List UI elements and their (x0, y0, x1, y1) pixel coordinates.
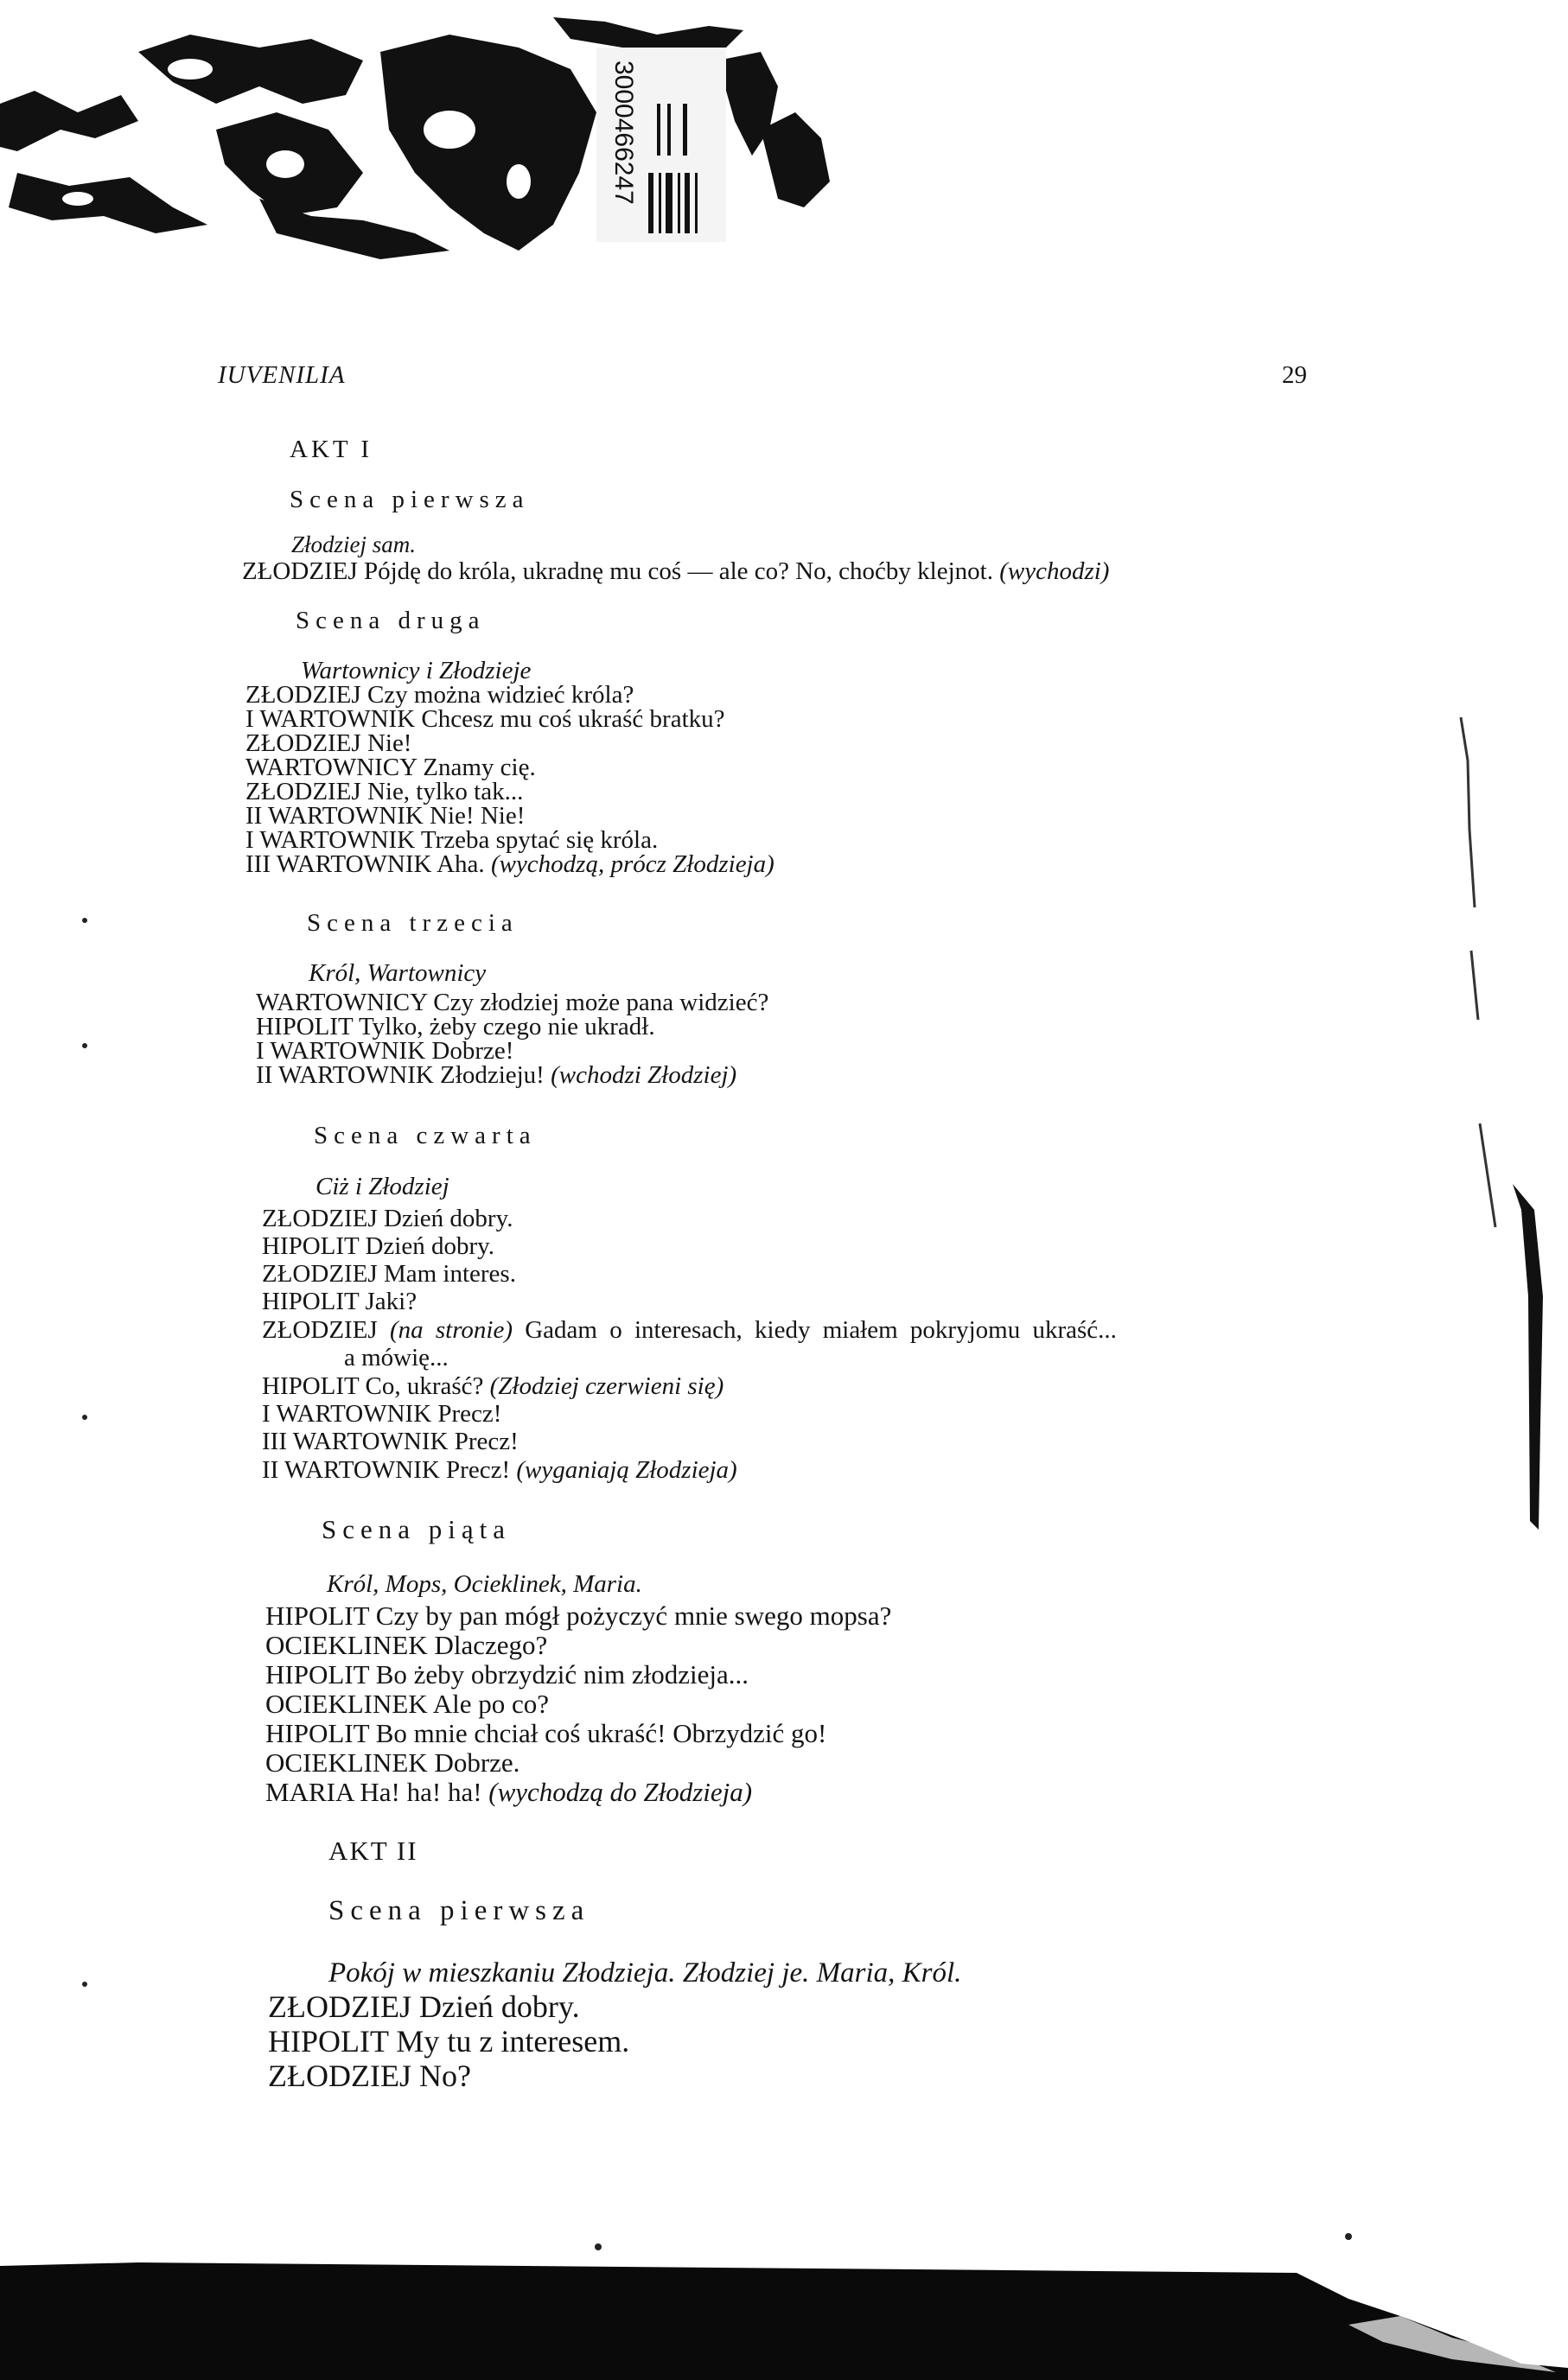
line-text: Złodzieju! (440, 1061, 545, 1089)
line-text: Nie! Nie! (430, 802, 526, 830)
bottom-scan-border (0, 2256, 1568, 2380)
stage-direction: Król, Mops, Ocieklinek, Maria. (327, 1570, 642, 1598)
line-text: Gadam o interesach, kiedy miałem pokryjomu ukraść... (525, 1316, 1117, 1344)
stage-direction: (wchodzi Złodziej) (551, 1061, 737, 1089)
line-text: Dzień dobry. (418, 1989, 580, 2024)
speaker-name: I WARTOWNIK (245, 826, 416, 854)
line-text: Dzień dobry. (383, 1205, 513, 1232)
scene-heading: Scena czwarta (314, 1122, 537, 1149)
dialogue-line (268, 2025, 629, 2059)
speaker-name: OCIEKLINEK (265, 1747, 428, 1778)
dialogue-line (262, 1261, 516, 1289)
dialogue-line (265, 1660, 749, 1690)
line-text: Ha! ha! ha! (360, 1777, 482, 1807)
dialogue-line (268, 2059, 471, 2094)
barcode-number: 3000466247 (609, 60, 638, 205)
speaker-name: ZŁODZIEJ (262, 1316, 378, 1344)
scene-heading: Scena druga (296, 607, 486, 634)
speaker-name: ZŁODZIEJ (245, 681, 361, 709)
line-text: Mam interes. (383, 1260, 516, 1288)
dialogue-line (262, 1401, 501, 1429)
line-text: Chcesz mu coś ukraść bratku? (421, 705, 725, 733)
dialogue-line (265, 1748, 519, 1778)
speaker-name: II WARTOWNIK (256, 1061, 434, 1089)
line-text: Trzeba spytać się króla. (420, 826, 659, 854)
line-text: Co, ukraść? (365, 1372, 484, 1400)
dialogue-line (265, 1690, 549, 1719)
speaker-name: ZŁODZIEJ (245, 778, 361, 805)
dialogue-line (262, 1206, 513, 1233)
speaker-name: II WARTOWNIK (245, 802, 424, 830)
stage-direction: Król, Wartownicy (309, 959, 487, 987)
line-text: Dobrze. (434, 1747, 520, 1778)
stage-direction: (wychodzą, prócz Złodzieja) (490, 850, 774, 878)
running-title: IUVENILIA (218, 361, 346, 389)
line-text: Dlaczego? (434, 1630, 548, 1660)
line-text: No? (418, 2059, 471, 2093)
speaker-name: ZŁODZIEJ (262, 1205, 378, 1232)
line-text: Czy by pan mógł pożyczyć mnie swego mopsa? (375, 1600, 892, 1631)
speaker-name: ZŁODZIEJ (262, 1260, 378, 1288)
speaker-name: OCIEKLINEK (265, 1630, 428, 1660)
speaker-name: ZŁODZIEJ (242, 557, 358, 585)
speaker-name: OCIEKLINEK (265, 1689, 428, 1719)
stage-direction: (wychodzi) (999, 557, 1110, 585)
stage-direction: (wychodzą do Złodzieja) (488, 1777, 753, 1807)
act-heading: AKT I (290, 436, 373, 463)
speaker-name: I WARTOWNIK (262, 1400, 432, 1428)
stage-direction: (Złodziej czerwieni się) (489, 1372, 724, 1400)
stage-direction: Pokój w mieszkaniu Złodzieja. Złodziej je. Maria, Król. (328, 1957, 962, 1989)
line-text: Czy można widzieć króla? (367, 681, 634, 709)
act-heading: AKT II (328, 1836, 418, 1866)
dialogue-line (262, 1373, 723, 1401)
dialogue-line (268, 1990, 580, 2025)
dialogue-line: a mówię... (344, 1344, 449, 1371)
scene-heading: Scena piąta (322, 1514, 512, 1544)
line-text: Nie! (367, 729, 412, 757)
dialogue-line (265, 1631, 547, 1660)
speaker-name: MARIA (265, 1777, 354, 1807)
speaker-name: HIPOLIT (265, 1718, 369, 1748)
dialogue-line (245, 851, 774, 879)
stage-direction: Wartownicy i Złodzieje (301, 657, 532, 684)
dialogue-line (262, 1429, 519, 1456)
stage-direction: Ciż i Złodziej (316, 1173, 449, 1200)
speaker-name: ZŁODZIEJ (268, 2059, 411, 2093)
speaker-name: WARTOWNICY (245, 754, 417, 781)
speaker-name: HIPOLIT (262, 1232, 360, 1260)
speaker-name: HIPOLIT (256, 1013, 354, 1040)
line-text: Precz! (437, 1400, 502, 1428)
page-number: 29 (1282, 361, 1307, 389)
speaker-name: HIPOLIT (268, 2024, 389, 2059)
line-text: Bo żeby obrzydzić nim złodzieja... (375, 1659, 749, 1690)
speaker-name: I WARTOWNIK (256, 1037, 426, 1065)
line-text: Pójdę do króla, ukradnę mu coś — ale co? No, choćby klejnot. (363, 557, 993, 585)
line-text: My tu z interesem. (396, 2024, 630, 2059)
dialogue-line (262, 1317, 1117, 1345)
line-text: Jaki? (365, 1288, 417, 1315)
dialogue-line (262, 1233, 494, 1261)
line-text: Dzień dobry. (365, 1232, 495, 1260)
speaker-name: I WARTOWNIK (245, 705, 416, 733)
line-text: Czy złodziej może pana widzieć? (433, 989, 769, 1016)
line-text: Precz! (446, 1456, 511, 1484)
line-text: Znamy cię. (423, 754, 536, 781)
scene-heading: Scena pierwsza (290, 486, 530, 513)
speaker-name: ZŁODZIEJ (245, 729, 361, 757)
scene-heading: Scena trzecia (307, 909, 519, 937)
stage-direction: (na stronie) (389, 1316, 513, 1344)
speaker-name: HIPOLIT (262, 1372, 360, 1400)
speaker-name: II WARTOWNIK (262, 1456, 440, 1484)
speaker-name: III WARTOWNIK (262, 1428, 449, 1455)
dialogue-line (265, 1601, 891, 1631)
speaker-name: WARTOWNICY (256, 989, 428, 1016)
dialogue-line (262, 1289, 417, 1316)
dialogue-line (265, 1778, 752, 1807)
line-text: Nie, tylko tak... (367, 778, 524, 805)
speaker-name: ZŁODZIEJ (268, 1989, 411, 2024)
speaker-name: III WARTOWNIK (245, 850, 432, 878)
stage-direction: Złodziej sam. (291, 531, 417, 557)
line-text: Dobrze! (431, 1037, 514, 1065)
dialogue-line (256, 1062, 736, 1090)
stage-direction: (wyganiają Złodzieja) (516, 1456, 737, 1484)
line-text: Aha. (437, 850, 485, 878)
dialogue-line (265, 1719, 826, 1748)
line-text: Tylko, żeby czego nie ukradł. (358, 1013, 655, 1040)
line-text: Ale po co? (432, 1689, 550, 1719)
line-text: Bo mnie chciał coś ukraść! Obrzydzić go! (375, 1718, 827, 1748)
speaker-name: HIPOLIT (265, 1600, 369, 1631)
dialogue-line (242, 558, 1109, 586)
line-text: Precz! (454, 1428, 519, 1455)
scene-heading: Scena pierwsza (328, 1895, 590, 1926)
dialogue-line (262, 1457, 737, 1485)
speaker-name: HIPOLIT (265, 1659, 369, 1690)
speaker-name: HIPOLIT (262, 1288, 360, 1315)
